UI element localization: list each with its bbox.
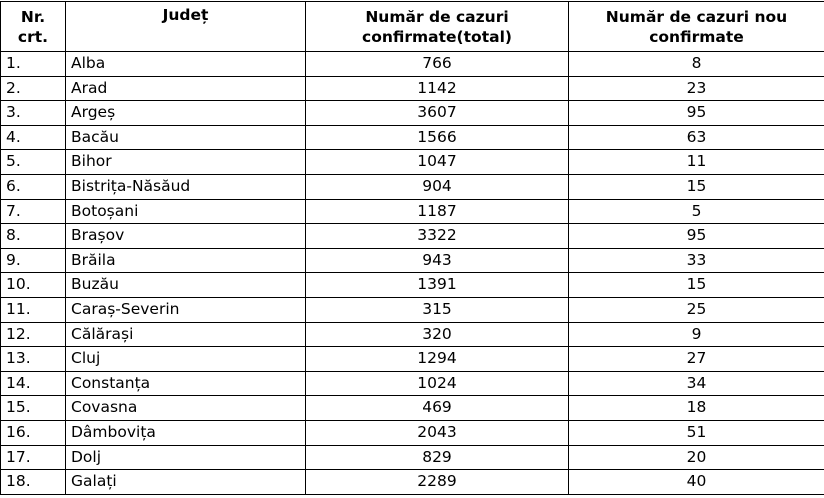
cell-new: 20 [569, 445, 824, 470]
header-new-line1: Număr de cazuri nou [606, 8, 787, 26]
cell-nr: 14. [1, 371, 66, 396]
cell-total: 3607 [306, 101, 569, 126]
cell-total: 1187 [306, 199, 569, 224]
header-new-line2: confirmate [649, 28, 744, 46]
cell-judet: Buzău [66, 273, 306, 298]
cell-total: 2043 [306, 420, 569, 445]
table-row [1, 224, 824, 249]
cell-nr: 7. [1, 199, 66, 224]
cell-judet: Arad [66, 76, 306, 101]
cell-total: 829 [306, 445, 569, 470]
cell-new: 8 [569, 52, 824, 77]
table-row [1, 199, 824, 224]
table-row [1, 150, 824, 175]
cell-nr: 18. [1, 470, 66, 495]
cell-judet: Bistrița-Năsăud [66, 174, 306, 199]
cell-total: 1142 [306, 76, 569, 101]
cell-new: 23 [569, 76, 824, 101]
cell-judet: Bacău [66, 125, 306, 150]
cell-total: 1391 [306, 273, 569, 298]
cell-total: 766 [306, 52, 569, 77]
cell-total: 2289 [306, 470, 569, 495]
cell-nr: 9. [1, 248, 66, 273]
cell-judet: Brăila [66, 248, 306, 273]
cell-new: 51 [569, 420, 824, 445]
cell-judet: Constanța [66, 371, 306, 396]
header-total-line1: Număr de cazuri [365, 8, 508, 26]
header-nr-line1: Nr. [21, 8, 45, 26]
cell-new: 25 [569, 297, 824, 322]
header-total-line2: confirmate(total) [362, 28, 512, 46]
table-row [1, 445, 824, 470]
header-total [306, 2, 569, 52]
table-row [1, 371, 824, 396]
cell-nr: 4. [1, 125, 66, 150]
cell-total: 1047 [306, 150, 569, 175]
cases-table [0, 1, 824, 495]
cell-judet: Dolj [66, 445, 306, 470]
cell-judet: Dâmbovița [66, 420, 306, 445]
header-nr [1, 2, 66, 52]
cell-nr: 16. [1, 420, 66, 445]
cell-new: 15 [569, 174, 824, 199]
cell-judet: Argeș [66, 101, 306, 126]
header-nr-line2: crt. [18, 28, 48, 46]
table-row [1, 125, 824, 150]
cell-total: 315 [306, 297, 569, 322]
cell-total: 320 [306, 322, 569, 347]
cell-judet: Caraș-Severin [66, 297, 306, 322]
cell-nr: 11. [1, 297, 66, 322]
cell-new: 15 [569, 273, 824, 298]
cell-new: 40 [569, 470, 824, 495]
cell-nr: 10. [1, 273, 66, 298]
cell-nr: 17. [1, 445, 66, 470]
cell-judet: Galați [66, 470, 306, 495]
cell-total: 1566 [306, 125, 569, 150]
cell-nr: 2. [1, 76, 66, 101]
cell-nr: 12. [1, 322, 66, 347]
cell-judet: Călărași [66, 322, 306, 347]
cell-new: 95 [569, 224, 824, 249]
cell-nr: 5. [1, 150, 66, 175]
table-row [1, 396, 824, 421]
cell-total: 469 [306, 396, 569, 421]
header-judet [66, 2, 306, 52]
cell-new: 18 [569, 396, 824, 421]
cell-new: 9 [569, 322, 824, 347]
cell-new: 33 [569, 248, 824, 273]
cell-new: 34 [569, 371, 824, 396]
cell-new: 5 [569, 199, 824, 224]
cell-nr: 1. [1, 52, 66, 77]
cell-judet: Alba [66, 52, 306, 77]
cell-total: 1294 [306, 347, 569, 372]
table-row [1, 174, 824, 199]
cell-total: 904 [306, 174, 569, 199]
cell-nr: 13. [1, 347, 66, 372]
cell-nr: 3. [1, 101, 66, 126]
cell-nr: 8. [1, 224, 66, 249]
table-row [1, 76, 824, 101]
header-new [569, 2, 824, 52]
table-row [1, 101, 824, 126]
table-row [1, 273, 824, 298]
cell-new: 11 [569, 150, 824, 175]
table-row [1, 347, 824, 372]
cell-nr: 6. [1, 174, 66, 199]
table-row [1, 322, 824, 347]
cell-judet: Botoșani [66, 199, 306, 224]
cell-judet: Brașov [66, 224, 306, 249]
header-row [1, 2, 824, 52]
table-row [1, 470, 824, 495]
cell-total: 943 [306, 248, 569, 273]
cell-total: 1024 [306, 371, 569, 396]
cell-nr: 15. [1, 396, 66, 421]
table-body [1, 52, 824, 495]
cell-judet: Covasna [66, 396, 306, 421]
cell-new: 95 [569, 101, 824, 126]
header-judet-label: Județ [163, 6, 209, 24]
table-row [1, 297, 824, 322]
table-row [1, 248, 824, 273]
cell-judet: Bihor [66, 150, 306, 175]
cell-new: 63 [569, 125, 824, 150]
table-row [1, 420, 824, 445]
cell-new: 27 [569, 347, 824, 372]
cell-total: 3322 [306, 224, 569, 249]
table-row [1, 52, 824, 77]
cell-judet: Cluj [66, 347, 306, 372]
